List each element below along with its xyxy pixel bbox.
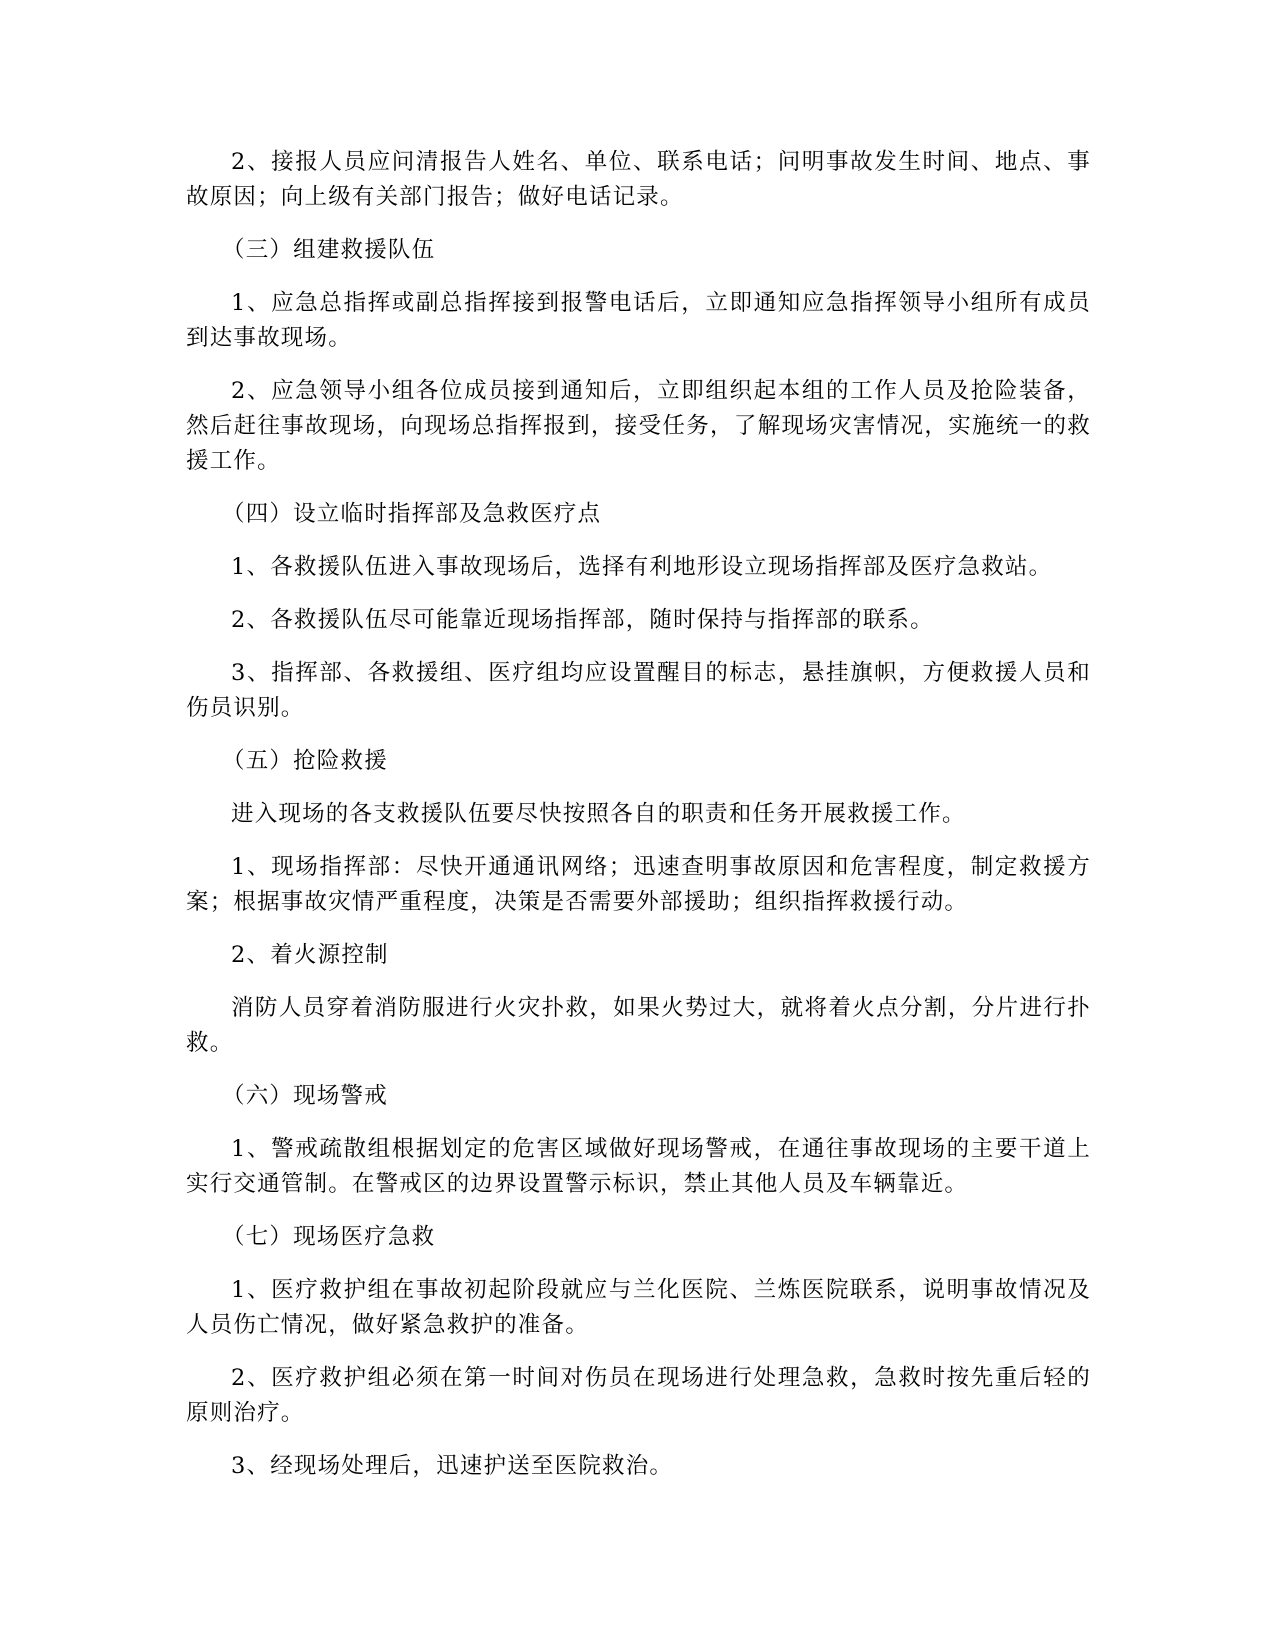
- paragraph-fire-control: 消防人员穿着消防服进行火灾扑救，如果火势过大，就将着火点分割，分片进行扑救。: [186, 995, 1091, 1056]
- paragraph-rescue-intro: 进入现场的各支救援队伍要尽快按照各自的职责和任务开展救援工作。: [231, 801, 966, 827]
- section-heading-rescue-team: （三）组建救援队伍: [222, 237, 436, 263]
- paragraph-medical-treatment: 2、医疗救护组必须在第一时间对伤员在现场进行处理急救，急救时按先重后轻的原则治疗。: [186, 1365, 1091, 1426]
- section-heading-medical: （七）现场医疗急救: [222, 1224, 436, 1250]
- paragraph-fire-control-title: 2、着火源控制: [231, 942, 389, 968]
- paragraph-report-details: 2、接报人员应问清报告人姓名、单位、联系电话；问明事故发生时间、地点、事故原因；向上级有关部门报告；做好电话记录。: [186, 149, 1091, 210]
- document-page: [186, 145, 1091, 1502]
- paragraph-team-mobilize: 2、应急领导小组各位成员接到通知后，立即组织起本组的工作人员及抢险装备，然后赶往事故现场，向现场总指挥报到，接受任务，了解现场灾害情况，实施统一的救援工作。: [186, 378, 1091, 474]
- paragraph-signage: 3、指挥部、各救援组、医疗组均应设置醒目的标志，悬挂旗帜，方便救援人员和伤员识别。: [186, 660, 1091, 721]
- paragraph-field-command: 1、现场指挥部：尽快开通通讯网络；迅速查明事故原因和危害程度，制定救援方案；根据事故灾情严重程度，决策是否需要外部援助；组织指挥救援行动。: [186, 854, 1091, 915]
- paragraph-cordon: 1、警戒疏散组根据划定的危害区域做好现场警戒，在通往事故现场的主要干道上实行交通管制。在警戒区的边界设置警示标识，禁止其他人员及车辆靠近。: [186, 1136, 1091, 1197]
- section-heading-cordon: （六）现场警戒: [222, 1083, 388, 1109]
- paragraph-hospital-transfer: 3、经现场处理后，迅速护送至医院救治。: [231, 1453, 674, 1479]
- paragraph-stay-near: 2、各救援队伍尽可能靠近现场指挥部，随时保持与指挥部的联系。: [231, 607, 934, 633]
- section-heading-rescue: （五）抢险救援: [222, 748, 388, 774]
- paragraph-medical-contact: 1、医疗救护组在事故初起阶段就应与兰化医院、兰炼医院联系，说明事故情况及人员伤亡情况，做好紧急救护的准备。: [186, 1277, 1091, 1338]
- paragraph-commander-notify: 1、应急总指挥或副总指挥接到报警电话后，立即通知应急指挥领导小组所有成员到达事故现场。: [186, 290, 1091, 351]
- paragraph-setup-post: 1、各救援队伍进入事故现场后，选择有利地形设立现场指挥部及医疗急救站。: [231, 554, 1053, 580]
- section-heading-command-post: （四）设立临时指挥部及急救医疗点: [222, 501, 602, 527]
